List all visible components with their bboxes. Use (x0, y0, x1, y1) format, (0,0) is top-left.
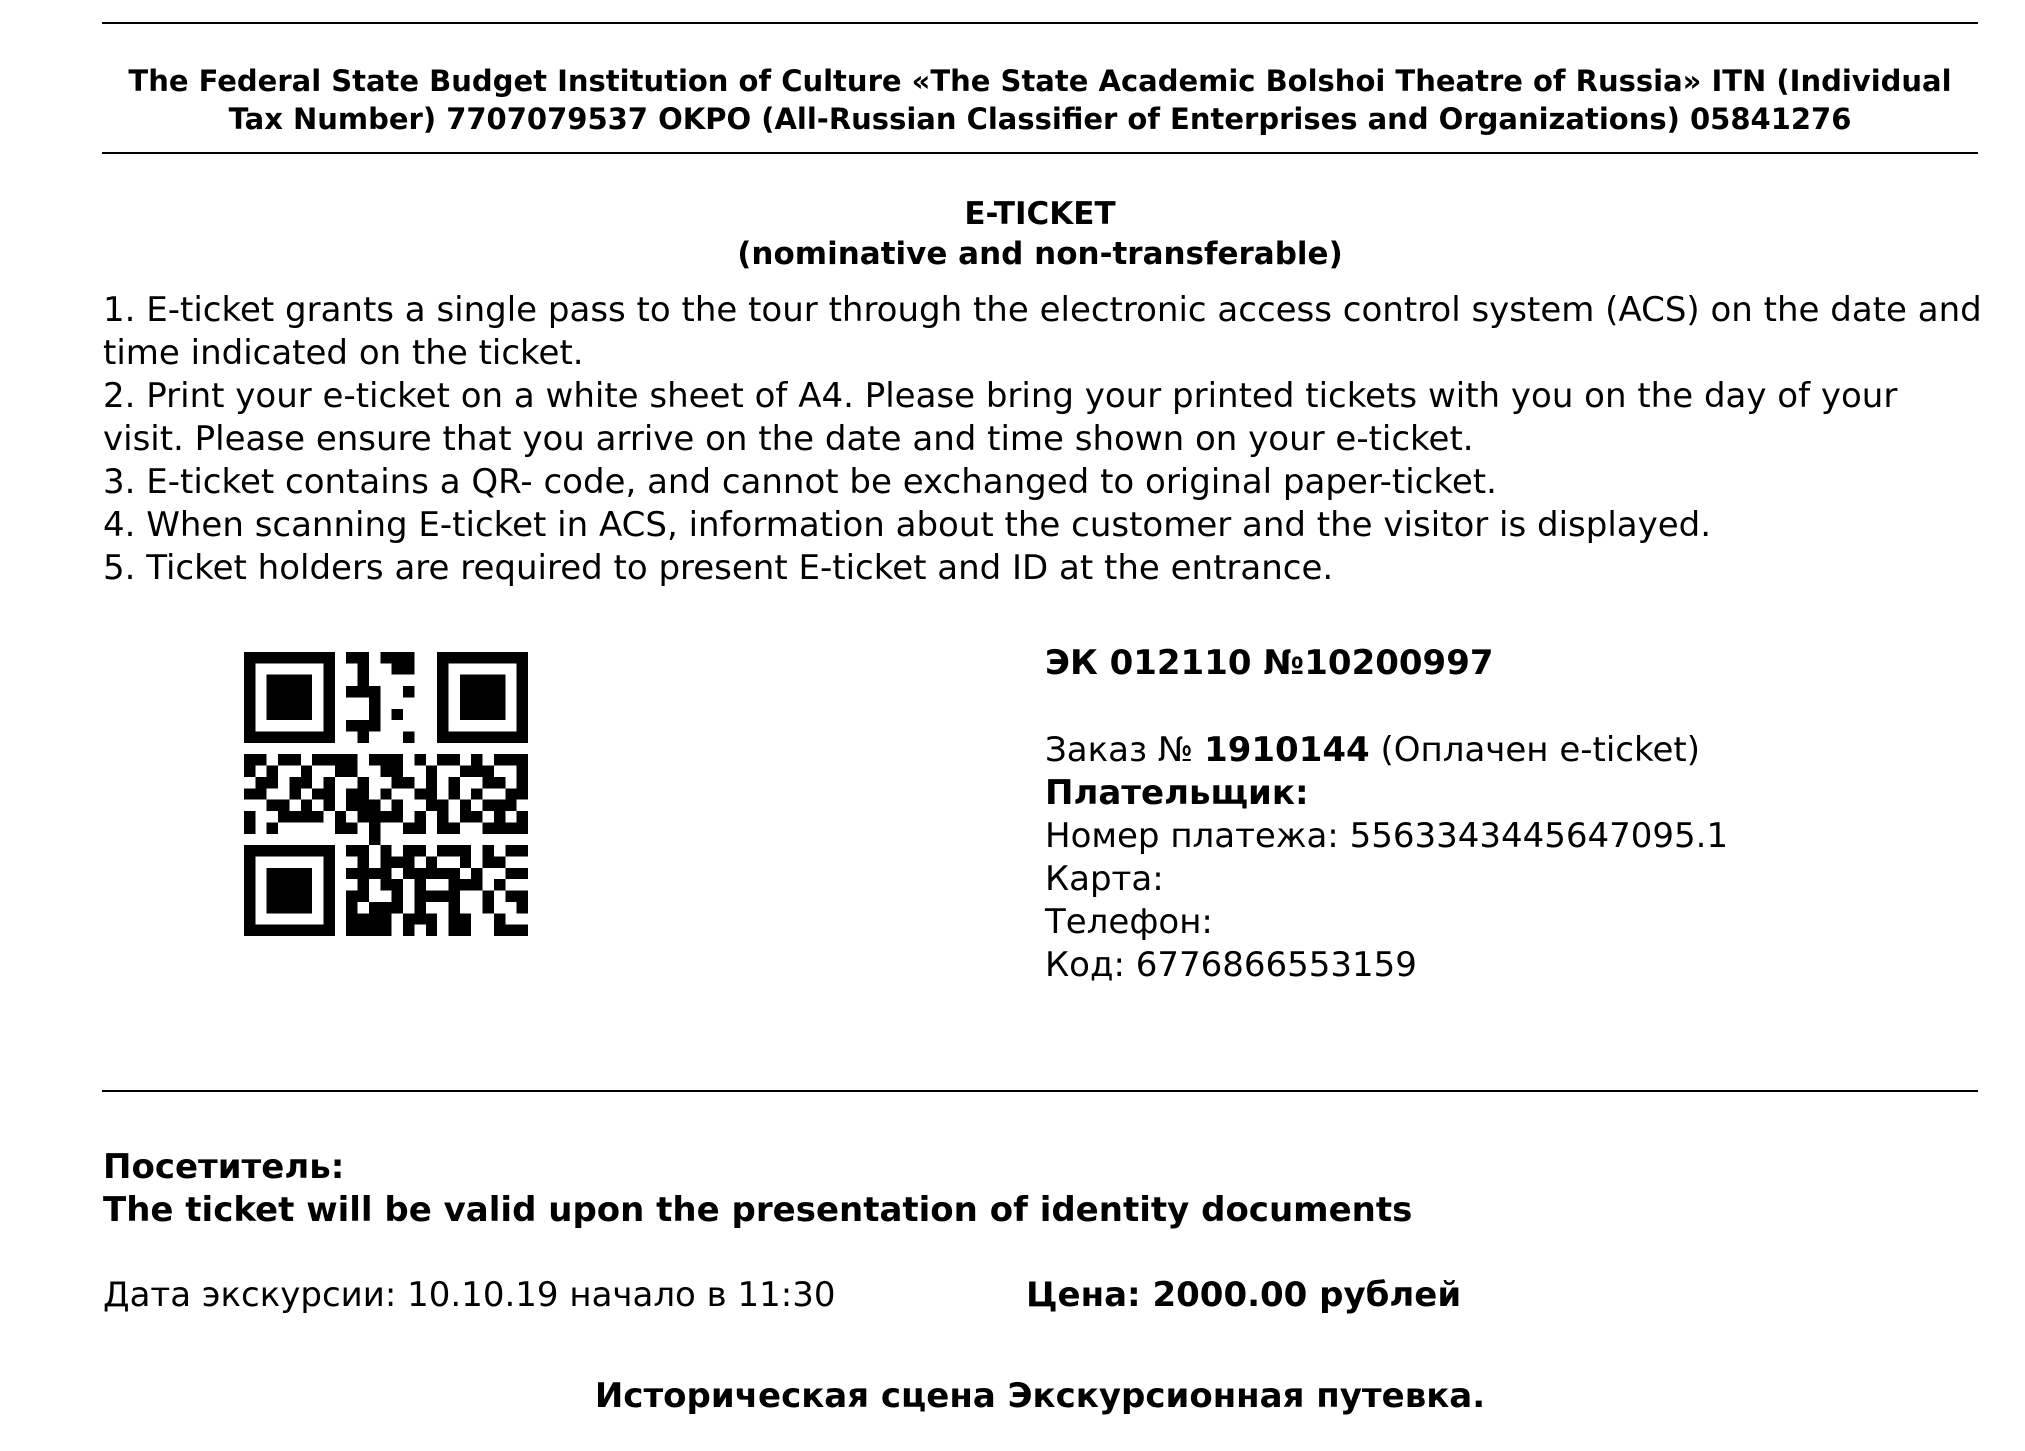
phone-label: Телефон: (1045, 902, 1213, 942)
visitor-note: The ticket will be valid upon the presentation of identity documents (103, 1190, 1413, 1230)
ticket-title-block (102, 194, 1978, 274)
qr-code-icon (244, 652, 528, 936)
rules-list (103, 289, 1983, 590)
payment-number: Номер платежа: 5563343445647095.1 (1045, 816, 1729, 856)
card-label: Карта: (1045, 859, 1164, 899)
excursion-date: Дата экскурсии: 10.10.19 начало в 11:30 (103, 1275, 836, 1315)
price: Цена: 2000.00 рублей (1026, 1275, 1462, 1315)
code-line: Код: 6776866553159 (1045, 945, 1417, 985)
section-divider (102, 1090, 1978, 1092)
rule-item: 4. When scanning E-ticket in ACS, information about the customer and the visitor is displayed. (103, 505, 1712, 545)
ticket-number: ЭК 012110 №10200997 (1045, 643, 1494, 683)
visitor-block (103, 1146, 1412, 1232)
organization-header: The Federal State Budget Institution of Culture «The State Academic Bolshoi Theatre of Russia» ITN (Individual Tax Number) 7707079537 OKPO (All-Russian Classifier of Enterprises and Organizations) 05841276 (128, 64, 1952, 136)
order-label: Заказ № (1045, 730, 1205, 770)
order-number: 1910144 (1204, 730, 1370, 770)
footer-title: Историческая сцена Экскурсионная путевка. (594, 1376, 1486, 1416)
visitor-label: Посетитель: (103, 1147, 345, 1187)
rule-item: 3. E-ticket contains a QR- code, and cannot be exchanged to original paper-ticket. (103, 462, 1497, 502)
order-line (1045, 729, 1728, 772)
rule-item: 2. Print your e-ticket on a white sheet of A4. Please bring your printed tickets with you on the day of your visit. Please ensure that you arrive on the date and time shown on your e-ticket. (103, 376, 1898, 459)
ticket-title: E-TICKET (964, 196, 1116, 232)
top-rule (102, 22, 1978, 24)
payer-label: Плательщик: (1045, 773, 1309, 813)
header-bottom-rule (102, 152, 1978, 154)
rule-item: 5. Ticket holders are required to present E-ticket and ID at the entrance. (103, 548, 1334, 588)
ticket-subtitle: (nominative and non-transferable) (737, 236, 1343, 272)
order-status: (Оплачен e-ticket) (1369, 730, 1700, 770)
rule-item: 1. E-ticket grants a single pass to the tour through the electronic access control system (ACS) on the date and time indicated on the ticket. (103, 290, 1982, 373)
ticket-info (1045, 642, 1728, 987)
